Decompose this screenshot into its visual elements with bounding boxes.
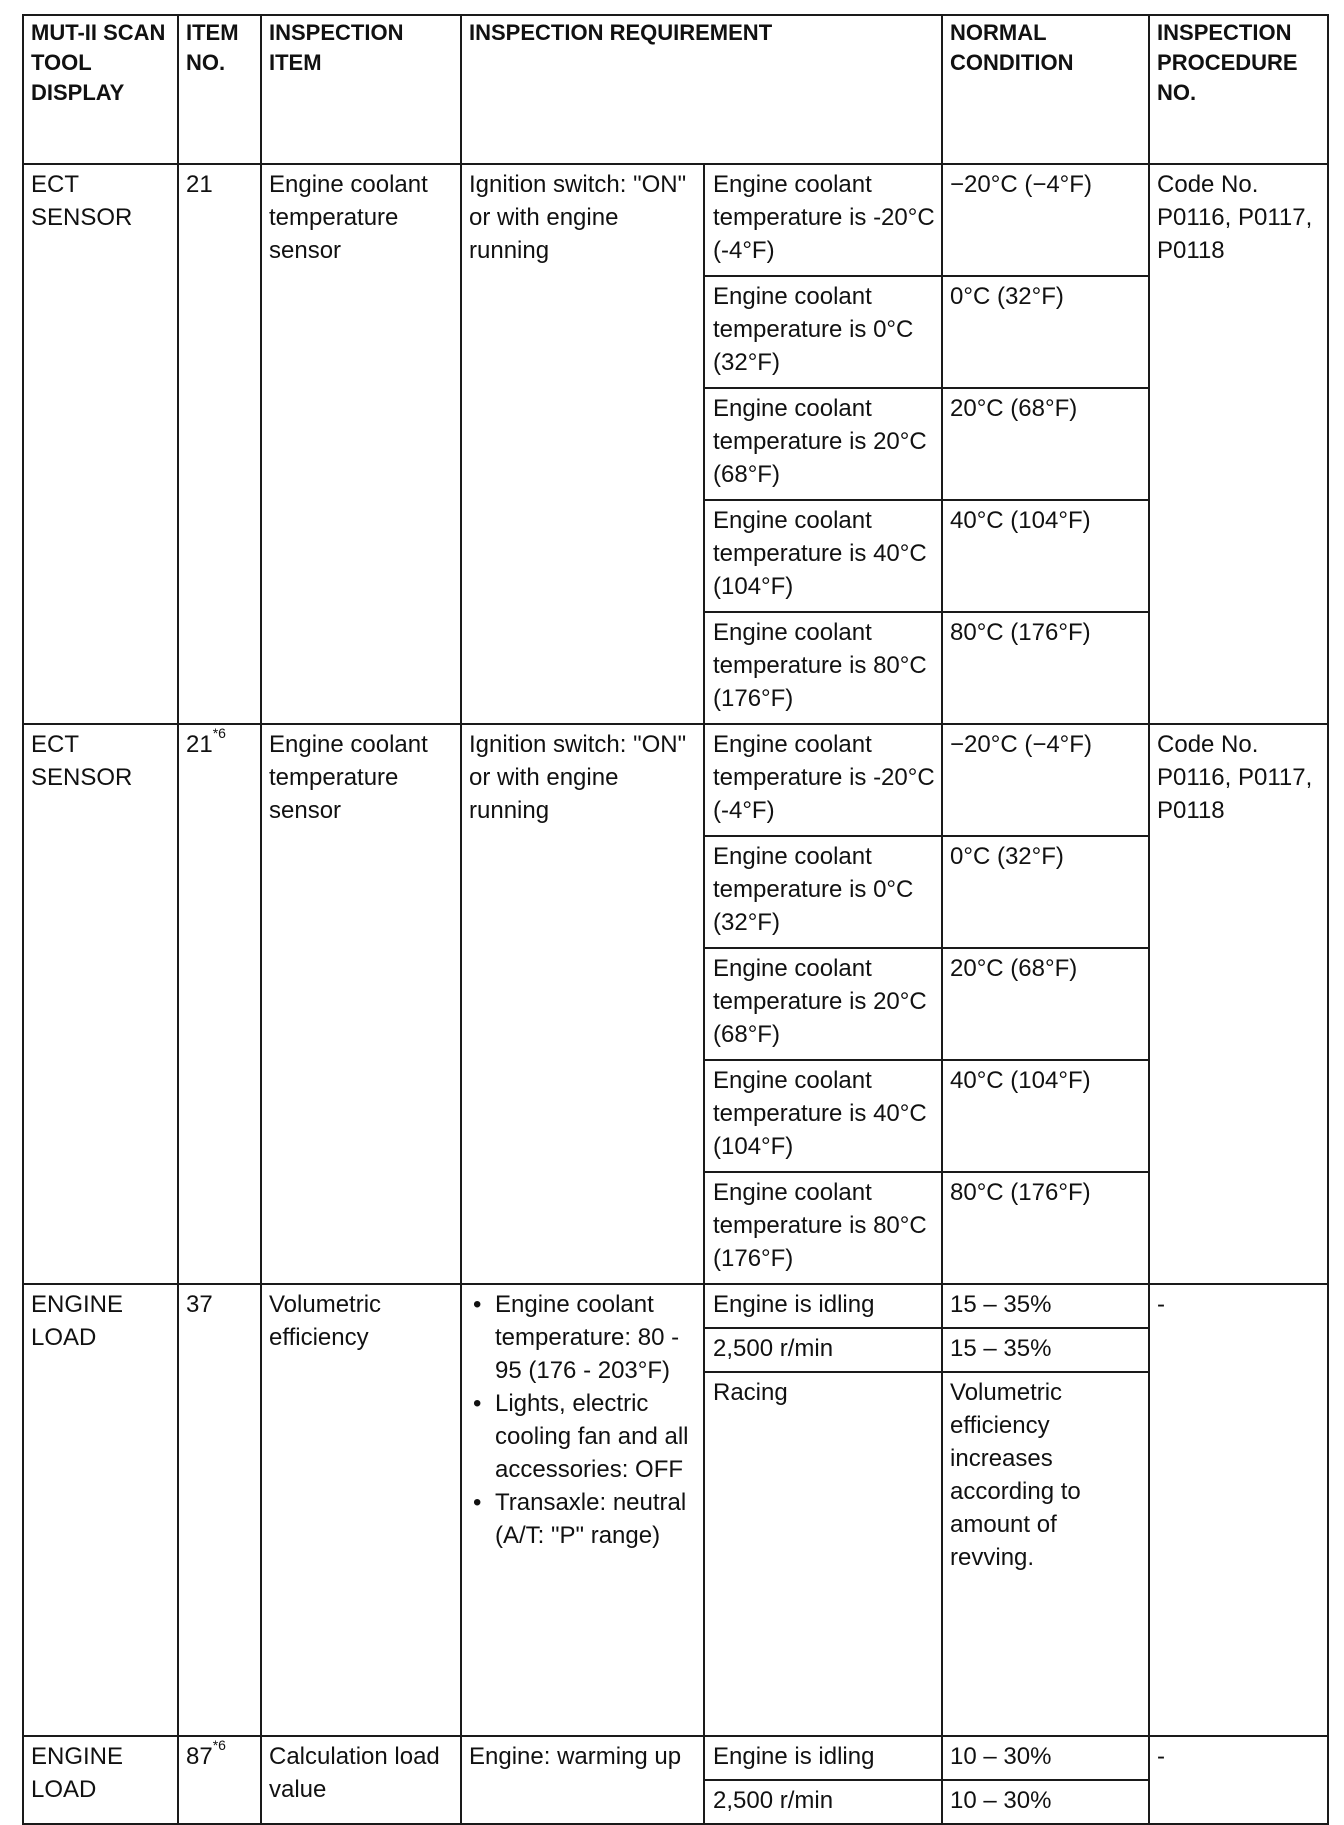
condition-cell: Racing: [704, 1372, 942, 1736]
condition-cell: Engine coolant temperature is 80°C (176°F): [704, 612, 942, 724]
header-display: MUT-II SCAN TOOL DISPLAY: [23, 15, 178, 164]
item-no: 21: [186, 171, 213, 198]
item-no-cell: [178, 724, 261, 1284]
header-procedure-no: INSPECTION PROCEDURE NO.: [1149, 15, 1328, 164]
display-cell: ENGINE LOAD: [23, 1284, 178, 1736]
normal-cell: −20°C (−4°F): [942, 164, 1149, 276]
condition-cell: Engine coolant temperature is -20°C (-4°F): [704, 164, 942, 276]
header-inspection-item: INSPECTION ITEM: [261, 15, 461, 164]
normal-cell: 80°C (176°F): [942, 1172, 1149, 1284]
normal-cell: 10 – 30%: [942, 1780, 1149, 1824]
condition-cell: Engine coolant temperature is 20°C (68°F): [704, 388, 942, 500]
inspection-table: [22, 14, 1329, 1825]
list-item: • Engine coolant temperature: 80 - 95 (176 - 203°F): [495, 1288, 697, 1387]
procedure-cell: -: [1149, 1736, 1328, 1824]
item-no: 37: [186, 1291, 213, 1318]
condition-cell: Engine is idling: [704, 1736, 942, 1780]
header-normal-condition: NORMAL CONDITION: [942, 15, 1149, 164]
condition-cell: Engine coolant temperature is 0°C (32°F): [704, 276, 942, 388]
normal-cell: 40°C (104°F): [942, 500, 1149, 612]
item-no: 87: [186, 1743, 213, 1770]
procedure-cell: -: [1149, 1284, 1328, 1736]
normal-cell: −20°C (−4°F): [942, 724, 1149, 836]
item-no-cell: [178, 1736, 261, 1824]
list-item: • Transaxle: neutral (A/T: "P" range): [495, 1486, 697, 1552]
procedure-cell: Code No. P0116, P0117, P0118: [1149, 724, 1328, 1284]
item-no-cell: [178, 1284, 261, 1736]
normal-cell: 80°C (176°F): [942, 612, 1149, 724]
normal-cell: 10 – 30%: [942, 1736, 1149, 1780]
header-inspection-requirement: INSPECTION REQUIREMENT: [461, 15, 942, 164]
footnote-mark: *6: [212, 725, 226, 741]
inspection-item-cell: Engine coolant temperature sensor: [261, 724, 461, 1284]
table-row: [23, 724, 1328, 836]
condition-cell: 2,500 r/min: [704, 1780, 942, 1824]
header-item-no: ITEM NO.: [178, 15, 261, 164]
normal-cell: 15 – 35%: [942, 1328, 1149, 1372]
normal-cell: Volumetric efficiency increases according to amount of revving.: [942, 1372, 1149, 1736]
condition-cell: Engine coolant temperature is 40°C (104°F): [704, 1060, 942, 1172]
inspection-item-cell: Engine coolant temperature sensor: [261, 164, 461, 724]
normal-cell: 0°C (32°F): [942, 836, 1149, 948]
requirement-list: [469, 1288, 697, 1552]
requirement-cell: [461, 1284, 704, 1736]
condition-cell: Engine coolant temperature is 0°C (32°F): [704, 836, 942, 948]
condition-cell: Engine coolant temperature is 80°C (176°F): [704, 1172, 942, 1284]
inspection-item-cell: Calculation load value: [261, 1736, 461, 1824]
normal-cell: 20°C (68°F): [942, 388, 1149, 500]
footnote-mark: *6: [212, 1737, 226, 1753]
condition-cell: Engine coolant temperature is 40°C (104°F): [704, 500, 942, 612]
item-no: 21: [186, 731, 213, 758]
procedure-cell: Code No. P0116, P0117, P0118: [1149, 164, 1328, 724]
table-row: [23, 164, 1328, 276]
condition-cell: Engine coolant temperature is -20°C (-4°F): [704, 724, 942, 836]
normal-cell: 40°C (104°F): [942, 1060, 1149, 1172]
requirement-cell: Ignition switch: "ON" or with engine running: [461, 164, 704, 724]
condition-cell: Engine is idling: [704, 1284, 942, 1328]
normal-cell: 20°C (68°F): [942, 948, 1149, 1060]
display-cell: ECT SENSOR: [23, 164, 178, 724]
table-row: [23, 1736, 1328, 1780]
requirement-cell: Engine: warming up: [461, 1736, 704, 1824]
display-cell: ECT SENSOR: [23, 724, 178, 1284]
item-no-cell: [178, 164, 261, 724]
list-item: • Lights, electric cooling fan and all accessories: OFF: [495, 1387, 697, 1486]
inspection-item-cell: Volumetric efficiency: [261, 1284, 461, 1736]
table-row: [23, 1284, 1328, 1328]
display-cell: ENGINE LOAD: [23, 1736, 178, 1824]
condition-cell: 2,500 r/min: [704, 1328, 942, 1372]
normal-cell: 0°C (32°F): [942, 276, 1149, 388]
requirement-cell: Ignition switch: "ON" or with engine running: [461, 724, 704, 1284]
header-row: [23, 15, 1328, 164]
normal-cell: 15 – 35%: [942, 1284, 1149, 1328]
condition-cell: Engine coolant temperature is 20°C (68°F): [704, 948, 942, 1060]
inspection-sheet: [22, 14, 1327, 1825]
